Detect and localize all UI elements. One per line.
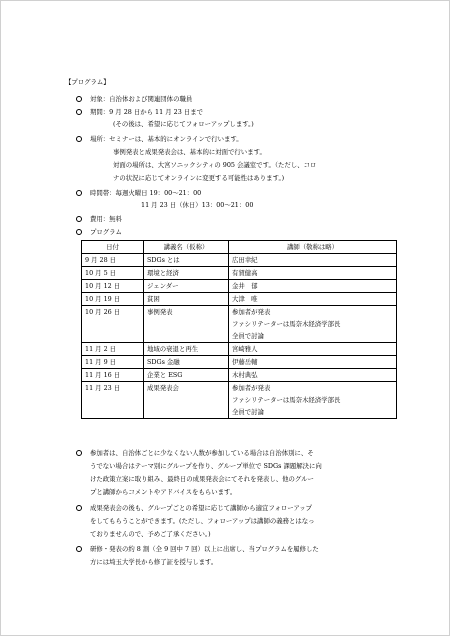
lecturer-line: 木村典弘: [232, 371, 258, 379]
fee-text: 費用：無料: [90, 215, 122, 223]
lecturer-line: ファシリテーターは馬奈木経済学部長: [232, 320, 341, 328]
venue-text-4: ナの状況に応じてオンラインに変更する可能性はあります。): [113, 174, 285, 182]
venue-text-2: 事例発表と成果発表会は、基本的に対面で行います。: [113, 148, 266, 156]
cell-title: SDGs 金融: [144, 356, 229, 369]
lecturer-line: 金井 郁: [232, 282, 258, 290]
note1-line1: 参加者は、自治体ごとに少なくない人数が参加している場合は自治体別に、そ: [90, 449, 314, 457]
table-row: [82, 306, 397, 343]
bullet-circle-icon: [76, 450, 82, 456]
lecturer-line: 有賀健高: [232, 269, 258, 277]
header-title: 講義名（仮称）: [144, 241, 229, 254]
cell-date: 11 月 16 日: [82, 369, 144, 382]
table-header-row: [82, 241, 397, 254]
bullet-circle-icon: [76, 136, 82, 142]
table-row: [82, 356, 397, 369]
lecturer-line: 参加者が発表: [232, 384, 271, 392]
period-note: (その後は、希望に応じてフォローアップします。): [113, 120, 254, 128]
cell-lecturer: [229, 382, 397, 419]
note2-line2: をしてもらうことができます。(ただし、フォローアップは講師の義務とはなっ: [90, 517, 315, 525]
cell-title: 貧困: [144, 293, 229, 306]
table-row: [82, 382, 397, 419]
cell-date: 11 月 23 日: [82, 382, 144, 419]
cell-date: 10 月 12 日: [82, 280, 144, 293]
lecturer-line: 宮崎雅人: [232, 345, 258, 353]
lecturer-line: 全員で討論: [232, 332, 264, 340]
bullet-circle-icon: [76, 190, 82, 196]
bullet-circle-icon: [76, 109, 82, 115]
cell-lecturer: [229, 343, 397, 356]
cell-date: 9 月 28 日: [82, 254, 144, 267]
lecturer-line: 広田幸紀: [232, 256, 258, 264]
table-row: [82, 280, 397, 293]
cell-lecturer: [229, 356, 397, 369]
venue-text-3: 対面の場所は、大宮ソニックシティの 905 会議室です。（ただし、コロ: [113, 161, 317, 169]
table-row: [82, 267, 397, 280]
lecturer-line: 大津 唯: [232, 295, 258, 303]
bullet-circle-icon: [76, 229, 82, 235]
lecturer-line: ファシリテーターは馬奈木経済学部長: [232, 396, 341, 404]
time-text: 時間帯：毎週火曜日 19：00～21：00: [90, 189, 202, 197]
lecturer-line: 全員で討論: [232, 408, 264, 416]
cell-title: 事例発表: [144, 306, 229, 343]
cell-lecturer: [229, 293, 397, 306]
bullet-circle-icon: [76, 546, 82, 552]
cell-date: 11 月 9 日: [82, 356, 144, 369]
bullet-circle-icon: [76, 96, 82, 102]
table-row: [82, 343, 397, 356]
table-row: [82, 293, 397, 306]
bullet-circle-icon: [76, 505, 82, 511]
lecturer-line: 参加者が発表: [232, 308, 271, 316]
venue-text: 場所：セミナーは、基本的にオンラインで行います。: [90, 135, 243, 143]
note1-line2: うでない場合はテーマ別にグループを作り、グループ単位で SDGs 課題解決に向: [90, 462, 322, 470]
table-row: [82, 254, 397, 267]
cell-lecturer: [229, 369, 397, 382]
target-text: 対象：自治体および関連団体の職員: [90, 95, 193, 103]
cell-date: 11 月 2 日: [82, 343, 144, 356]
note1-line3: けた政策立案に取り組み、最終日の成果発表会にてそれを発表し、他のグルー: [90, 475, 314, 483]
cell-lecturer: [229, 306, 397, 343]
header-date: 日付: [82, 241, 144, 254]
cell-title: 企業と ESG: [144, 369, 229, 382]
note2-line3: ておりませんので、予めご了承ください。): [90, 530, 211, 538]
program-table: [81, 240, 397, 419]
cell-lecturer: [229, 267, 397, 280]
note3-line1: 研修・発表の約 8 割（全 9 回中 7 回）以上に出席し、当プログラムを履修した: [90, 545, 319, 553]
time-text-2: 11 月 23 日（休日）13：00～21：00: [141, 201, 254, 209]
cell-title: SDGs とは: [144, 254, 229, 267]
note2-line1: 成果発表会の後も、グループごとの希望に応じて講師から適宜フォローアップ: [90, 504, 313, 512]
note1-line4: プと講師からコメントやアドバイスをもらいます。: [90, 488, 237, 496]
period-text: 期間：9 月 28 日から 11 月 23 日まで: [90, 108, 203, 116]
cell-lecturer: [229, 280, 397, 293]
note3-line2: 方には埼玉大学長から修了証を授与します。: [90, 558, 218, 566]
bullet-circle-icon: [76, 216, 82, 222]
cell-title: 地域の衰退と再生: [144, 343, 229, 356]
cell-date: 10 月 5 日: [82, 267, 144, 280]
program-label: プログラム: [90, 228, 122, 236]
cell-date: 10 月 19 日: [82, 293, 144, 306]
cell-date: 10 月 26 日: [82, 306, 144, 343]
lecturer-line: 伊藤岳輔: [232, 358, 258, 366]
cell-title: ジェンダー: [144, 280, 229, 293]
cell-title: 環境と経済: [144, 267, 229, 280]
table-row: [82, 369, 397, 382]
header-lecturer: 講師（敬称は略）: [229, 241, 397, 254]
cell-title: 成果発表会: [144, 382, 229, 419]
program-heading: 【プログラム】: [65, 78, 110, 86]
cell-lecturer: [229, 254, 397, 267]
